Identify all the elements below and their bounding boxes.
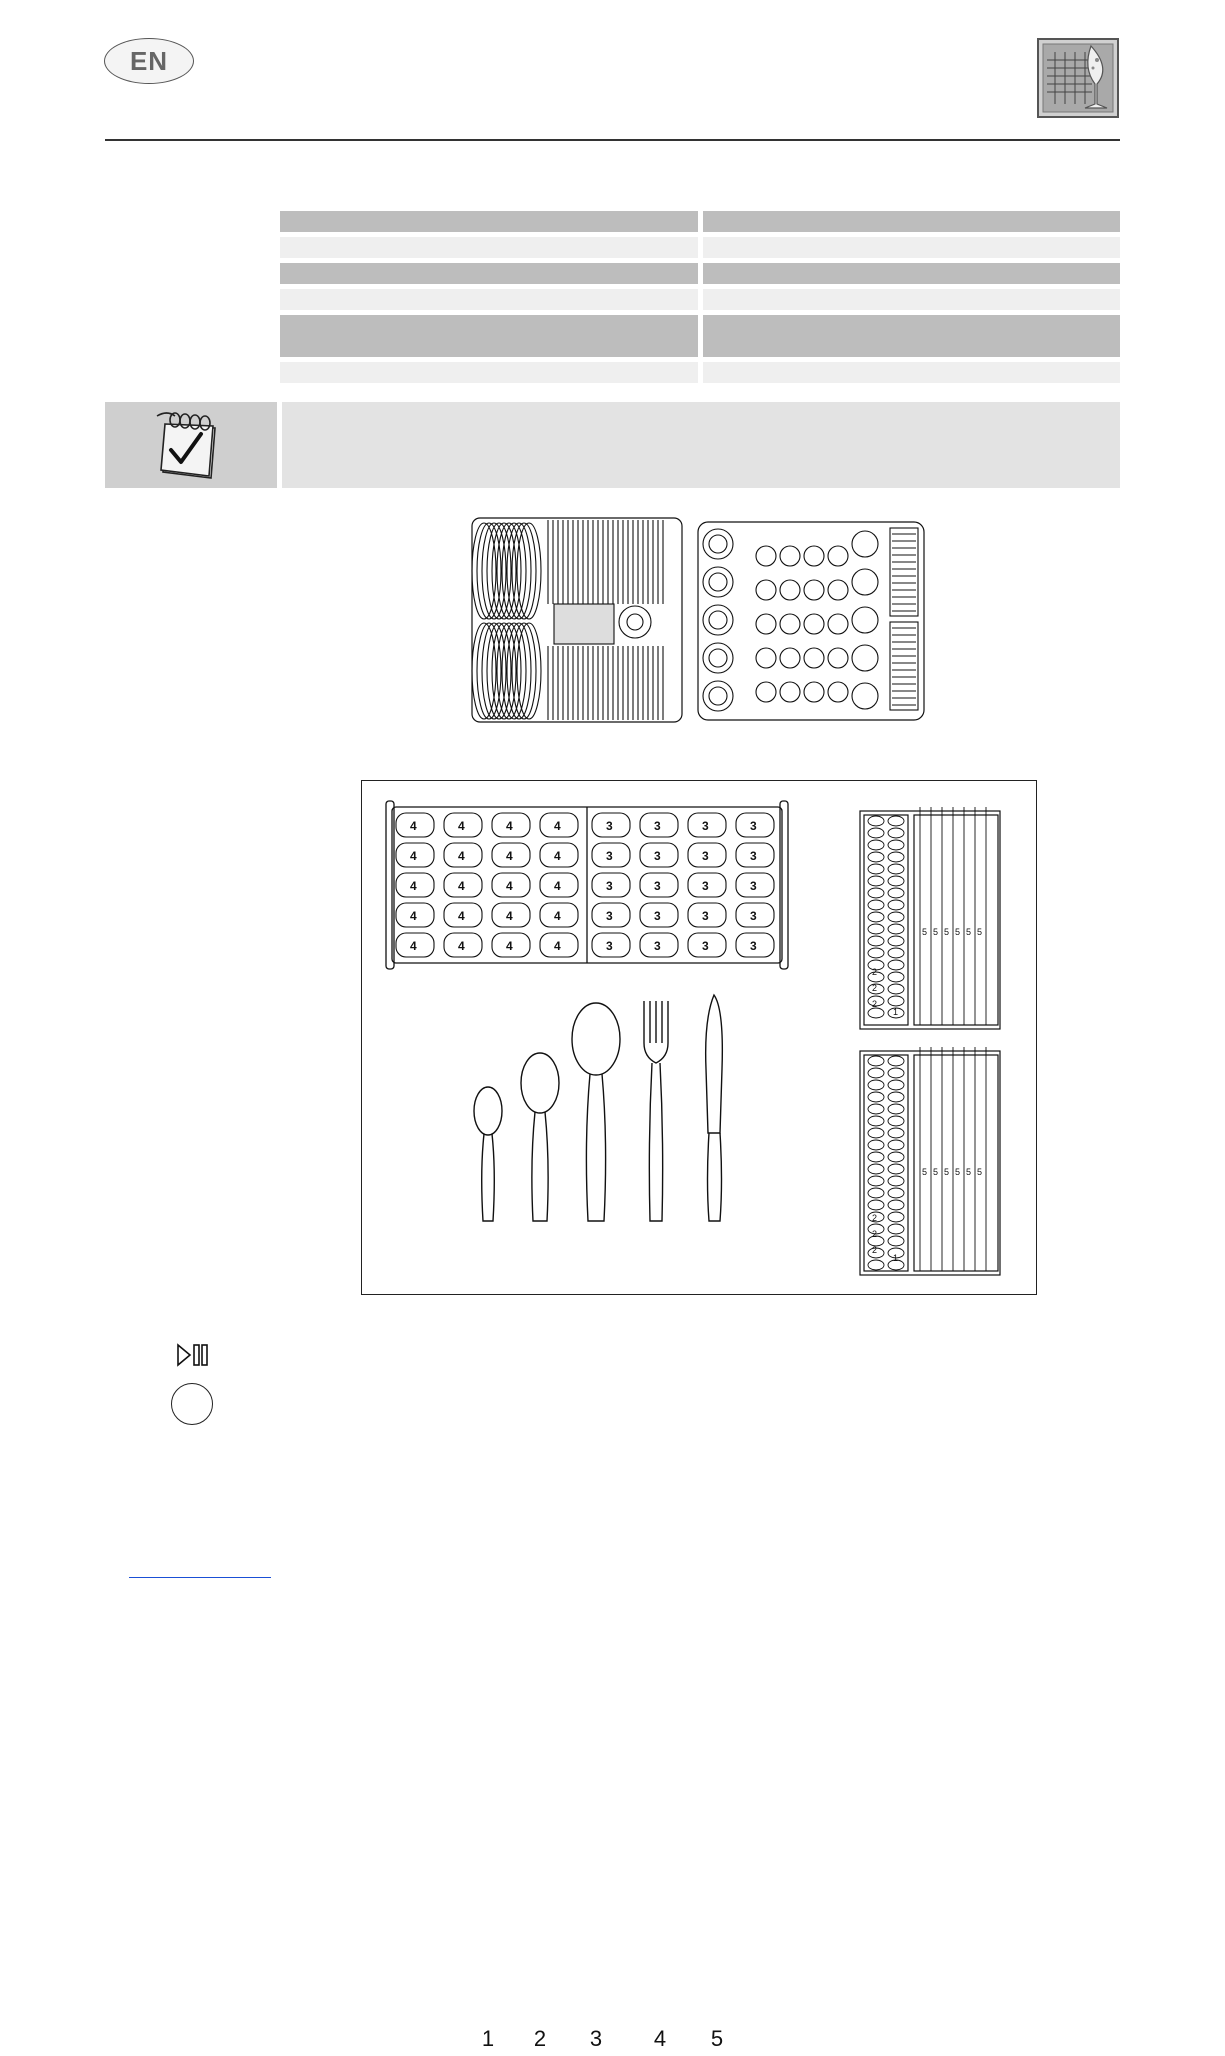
notepad-checkmark-icon: [153, 408, 229, 482]
note-icon-cell: [105, 402, 277, 488]
glass: [756, 682, 776, 702]
tray-mark: 3: [750, 819, 757, 833]
glass: [804, 648, 824, 668]
tray-mark: 3: [702, 879, 709, 893]
note-box: [105, 402, 1120, 488]
spoon-bowl: [888, 924, 904, 934]
utensil-legend: [362, 2026, 1038, 2056]
glass: [780, 682, 800, 702]
fork-drawing: [644, 1001, 668, 1221]
spoon-bowl: [868, 1008, 884, 1018]
spoon-bowl: [868, 1128, 884, 1138]
tray-mark: 4: [458, 939, 465, 953]
spoon-bowl: [868, 1092, 884, 1102]
footer-link-line: [129, 1577, 271, 1578]
spoon-bowl: [868, 948, 884, 958]
bowl: [619, 606, 651, 638]
spoon-bowl: [888, 900, 904, 910]
spec-row: [280, 211, 1120, 232]
tray-mark: 4: [506, 879, 513, 893]
tray-mark: 4: [554, 939, 561, 953]
spec-cell-label: [280, 362, 698, 383]
rack-mark: 5: [944, 1167, 950, 1177]
cup: [703, 643, 733, 673]
glass: [780, 614, 800, 634]
teaspoon-drawing: [474, 1087, 502, 1221]
utensil-number-3: 3: [589, 2026, 603, 2051]
cup: [703, 605, 733, 635]
glass: [804, 682, 824, 702]
spoon-bowl: [868, 1176, 884, 1186]
spoon-bowl: [868, 828, 884, 838]
glass: [780, 546, 800, 566]
spoon-bowl: [888, 828, 904, 838]
spoon-bowl: [888, 1212, 904, 1222]
glass: [756, 614, 776, 634]
tray-mark: 3: [606, 909, 613, 923]
tray-mark: 4: [458, 819, 465, 833]
tray-mark: 3: [606, 849, 613, 863]
glass: [828, 648, 848, 668]
spoon-bowl: [868, 852, 884, 862]
side-cutlery-basket-bottom: [860, 1051, 1000, 1275]
spoon-bowl: [888, 1176, 904, 1186]
tray-mark: 4: [554, 849, 561, 863]
spoon-bowl: [868, 1164, 884, 1174]
tray-mark: 4: [410, 849, 417, 863]
rack-mark: 5: [977, 1167, 983, 1177]
tray-mark: 4: [506, 939, 513, 953]
tray-mark: 3: [606, 939, 613, 953]
rack-mark: 2: [872, 1245, 878, 1255]
glass: [756, 580, 776, 600]
spec-row: [280, 289, 1120, 310]
tray-mark: 3: [654, 909, 661, 923]
rack-mark: 5: [922, 927, 928, 937]
spoon-bowl: [888, 852, 904, 862]
tray-mark: 4: [554, 819, 561, 833]
glass: [804, 546, 824, 566]
spoon-bowl: [888, 972, 904, 982]
spoon-bowl: [868, 1200, 884, 1210]
tray-mark: 3: [654, 849, 661, 863]
utensil-number-4: 4: [653, 2026, 667, 2051]
spec-row: [280, 237, 1120, 258]
spoon-bowl: [888, 864, 904, 874]
spoon-bowl: [888, 1128, 904, 1138]
language-code: EN: [129, 45, 169, 76]
spoon-bowl: [888, 1164, 904, 1174]
cup: [703, 529, 733, 559]
tray-mark: 4: [410, 879, 417, 893]
tray-mark: 3: [702, 909, 709, 923]
spec-cell-value: [703, 263, 1121, 284]
spoon-bowl: [888, 840, 904, 850]
cup-inner: [709, 611, 727, 629]
cup: [852, 607, 878, 633]
note-text-cell: [282, 402, 1120, 488]
dishwasher-glass-icon: [1037, 38, 1119, 118]
glass: [828, 682, 848, 702]
dessert-spoon-drawing: [521, 1053, 559, 1221]
tray-mark: 4: [554, 909, 561, 923]
spoon-bowl: [888, 1116, 904, 1126]
spec-cell-label: [280, 211, 698, 232]
glass: [780, 648, 800, 668]
spoon-bowl: [868, 1140, 884, 1150]
tray-mark: 3: [654, 939, 661, 953]
spoon-bowl: [868, 900, 884, 910]
tray-mark: 3: [702, 819, 709, 833]
cup-inner: [709, 649, 727, 667]
spoon-bowl: [868, 1188, 884, 1198]
spec-row: [280, 263, 1120, 284]
cutlery-drawing: [362, 781, 1035, 1293]
tray-mark: 4: [458, 879, 465, 893]
tray-mark: 3: [606, 819, 613, 833]
brush-block: [554, 604, 614, 644]
tray-mark: 3: [702, 849, 709, 863]
rack-mark: 2: [872, 967, 878, 977]
play-pause-icon: [175, 1342, 211, 1368]
cup: [852, 531, 878, 557]
bowl-inner: [627, 614, 643, 630]
tray-mark: 3: [654, 879, 661, 893]
tray-mark: 4: [506, 849, 513, 863]
rack-mark: 1: [893, 1253, 899, 1263]
spoon-bowl: [888, 1152, 904, 1162]
spec-cell-value: [703, 289, 1121, 310]
utensil-number-5: 5: [710, 2026, 724, 2051]
glass: [780, 580, 800, 600]
tray-mark: 3: [750, 939, 757, 953]
cutlery-figure: [361, 780, 1037, 2051]
spoon-bowl: [868, 816, 884, 826]
rack-mark: 5: [955, 927, 961, 937]
spec-cell-label: [280, 263, 698, 284]
rack-mark: 5: [922, 1167, 928, 1177]
language-badge: [104, 38, 194, 84]
spec-row: [280, 362, 1120, 383]
spoon-bowl: [888, 888, 904, 898]
spoon-bowl: [868, 1260, 884, 1270]
tray-mark: 4: [410, 909, 417, 923]
spoon-bowl: [888, 1080, 904, 1090]
tray-mark: 3: [606, 879, 613, 893]
spoon-bowl: [868, 840, 884, 850]
rack-mark: 2: [872, 983, 878, 993]
spoon-bowl: [888, 876, 904, 886]
cup-inner: [709, 573, 727, 591]
glass: [804, 580, 824, 600]
tray-mark: 4: [506, 909, 513, 923]
tray-mark: 3: [750, 879, 757, 893]
glass: [756, 648, 776, 668]
utensil-number-1: 1: [481, 2026, 495, 2051]
rack-mark: 1: [893, 1007, 899, 1017]
tray-mark: 4: [458, 849, 465, 863]
cup: [703, 567, 733, 597]
spoon-bowl: [888, 1104, 904, 1114]
rack-mark: 2: [872, 1213, 878, 1223]
spoon-bowl: [868, 864, 884, 874]
spec-cell-label: [280, 315, 698, 357]
glass: [828, 546, 848, 566]
knife-drawing: [706, 995, 723, 1221]
glass: [828, 614, 848, 634]
spec-cell-value: [703, 362, 1121, 383]
rack-mark: 5: [933, 927, 939, 937]
tray-mark: 4: [410, 819, 417, 833]
spoon-bowl: [868, 924, 884, 934]
tray-mark: 4: [410, 939, 417, 953]
rack-mark: 2: [872, 1229, 878, 1239]
spec-cell-label: [280, 237, 698, 258]
tray-mark: 3: [702, 939, 709, 953]
tray-mark: 4: [458, 909, 465, 923]
spoon-bowl: [888, 1188, 904, 1198]
tray-mark: 3: [750, 909, 757, 923]
spoon-bowl: [888, 1092, 904, 1102]
cutlery-tray: [386, 801, 788, 969]
spoon-bowl: [868, 1152, 884, 1162]
spoon-bowl: [868, 1080, 884, 1090]
spoon-bowl: [888, 948, 904, 958]
cup: [852, 683, 878, 709]
spoon-bowl: [868, 1116, 884, 1126]
spoon-bowl: [868, 888, 884, 898]
spoon-bowl: [868, 1068, 884, 1078]
spoon-bowl: [888, 1140, 904, 1150]
spoon-bowl: [868, 876, 884, 886]
glass: [756, 546, 776, 566]
cup-inner: [709, 535, 727, 553]
rack-mark: 5: [966, 927, 972, 937]
tray-mark: 4: [554, 879, 561, 893]
spoon-bowl: [888, 1236, 904, 1246]
spoon-bowl: [868, 1056, 884, 1066]
spoon-bowl: [888, 984, 904, 994]
header-divider: [105, 139, 1120, 141]
rack-mark: 5: [933, 1167, 939, 1177]
spoon-bowl: [888, 1068, 904, 1078]
spec-row: [280, 315, 1120, 357]
rack-mark: 5: [977, 927, 983, 937]
spoon-bowl: [888, 816, 904, 826]
spoon-bowl: [888, 1056, 904, 1066]
spec-cell-value: [703, 237, 1121, 258]
spoon-bowl: [868, 936, 884, 946]
tray-mark: 4: [506, 819, 513, 833]
side-cutlery-basket-top: [860, 811, 1000, 1029]
spec-cell-value: [703, 211, 1121, 232]
tray-mark: 3: [750, 849, 757, 863]
spoon-bowl: [888, 912, 904, 922]
cup: [703, 681, 733, 711]
glass: [828, 580, 848, 600]
spoon-bowl: [888, 1224, 904, 1234]
basket-loading-illustration: [470, 516, 930, 726]
spoon-bowl: [868, 1104, 884, 1114]
spec-cell-value: [703, 315, 1121, 357]
spec-table: [280, 211, 1120, 388]
cup-inner: [709, 687, 727, 705]
spec-cell-label: [280, 289, 698, 310]
spoon-bowl: [888, 936, 904, 946]
spoon-bowl: [888, 996, 904, 1006]
cup: [852, 569, 878, 595]
glass: [804, 614, 824, 634]
spoon-bowl: [888, 1200, 904, 1210]
rack-mark: 5: [955, 1167, 961, 1177]
rack-mark: 5: [966, 1167, 972, 1177]
rack-mark: 5: [944, 927, 950, 937]
tray-mark: 3: [654, 819, 661, 833]
table-spoon-drawing: [572, 1003, 620, 1221]
spoon-bowl: [888, 960, 904, 970]
circle-button-icon: [171, 1383, 213, 1425]
rack-mark: 2: [872, 999, 878, 1009]
cup: [852, 645, 878, 671]
spoon-bowl: [868, 912, 884, 922]
utensil-number-2: 2: [533, 2026, 547, 2051]
